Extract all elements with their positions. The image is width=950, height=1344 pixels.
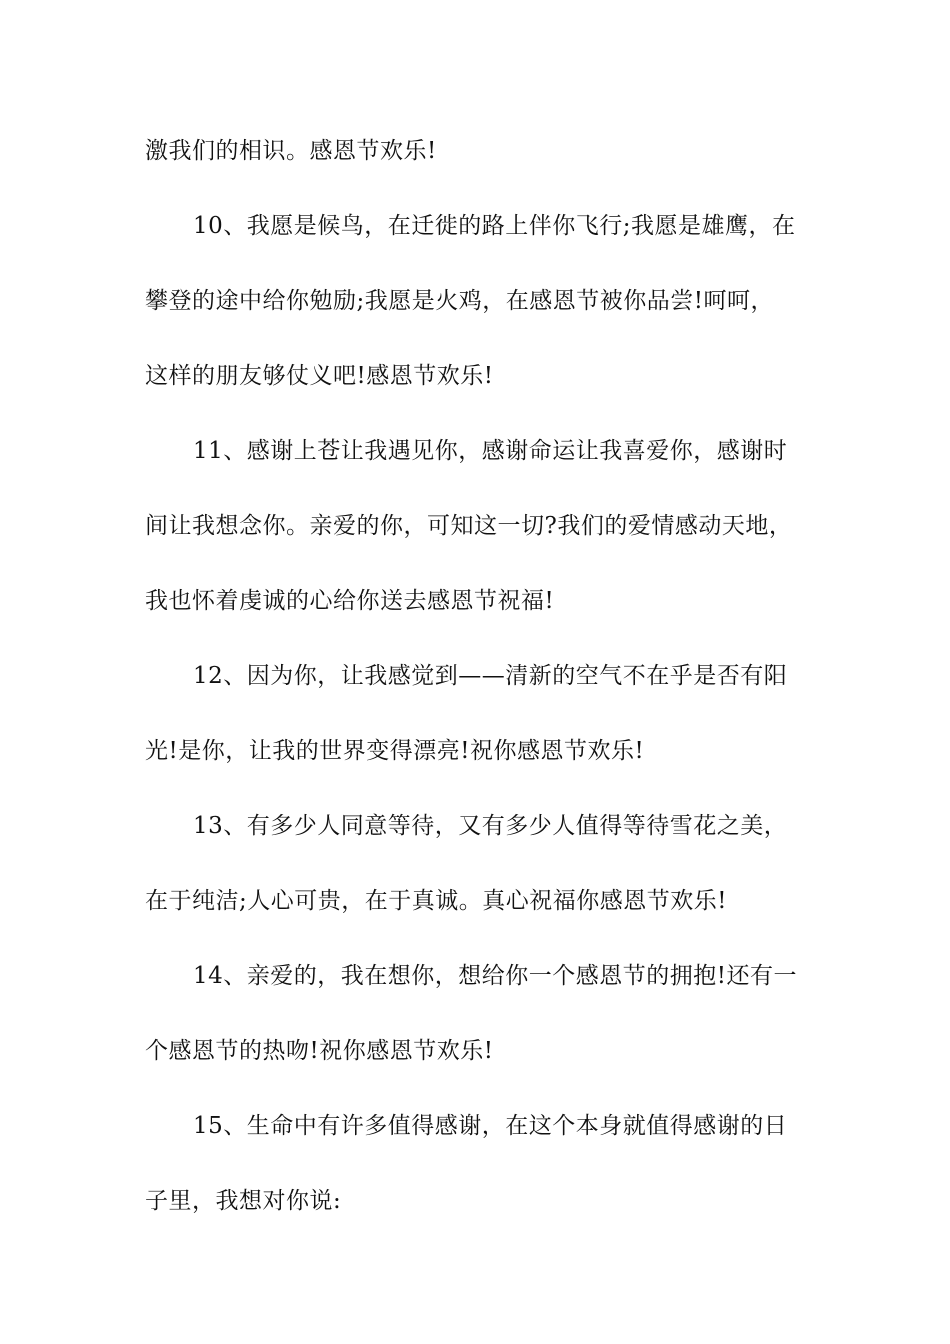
text-line: 激我们的相识。感恩节欢乐! [145, 138, 437, 164]
text-line: 13、有多少人同意等待，又有多少人值得等待雪花之美， [193, 813, 788, 839]
text-line: 11、感谢上苍让我遇见你，感谢命运让我喜爱你，感谢时 [193, 438, 788, 464]
text-line: 我也怀着虔诚的心给你送去感恩节祝福! [145, 588, 555, 614]
text-line: 间让我想念你。亲爱的你，可知这一切?我们的爱情感动天地， [145, 513, 793, 539]
text-line: 子里，我想对你说: [145, 1188, 342, 1214]
text-line: 攀登的途中给你勉励;我愿是火鸡，在感恩节被你品尝!呵呵， [145, 288, 774, 314]
text-line: 12、因为你，让我感觉到——清新的空气不在乎是否有阳 [193, 663, 788, 689]
text-line: 个感恩节的热吻!祝你感恩节欢乐! [145, 1038, 494, 1064]
text-line: 光!是你，让我的世界变得漂亮!祝你感恩节欢乐! [145, 738, 645, 764]
text-line: 在于纯洁;人心可贵，在于真诚。真心祝福你感恩节欢乐! [145, 888, 727, 914]
text-line: 14、亲爱的，我在想你，想给你一个感恩节的拥抱!还有一 [193, 963, 798, 989]
text-line: 这样的朋友够仗义吧!感恩节欢乐! [145, 363, 494, 389]
text-line: 15、生命中有许多值得感谢，在这个本身就值得感谢的日 [193, 1113, 788, 1139]
text-line: 10、我愿是候鸟，在迁徙的路上伴你飞行;我愿是雄鹰，在 [193, 213, 796, 239]
